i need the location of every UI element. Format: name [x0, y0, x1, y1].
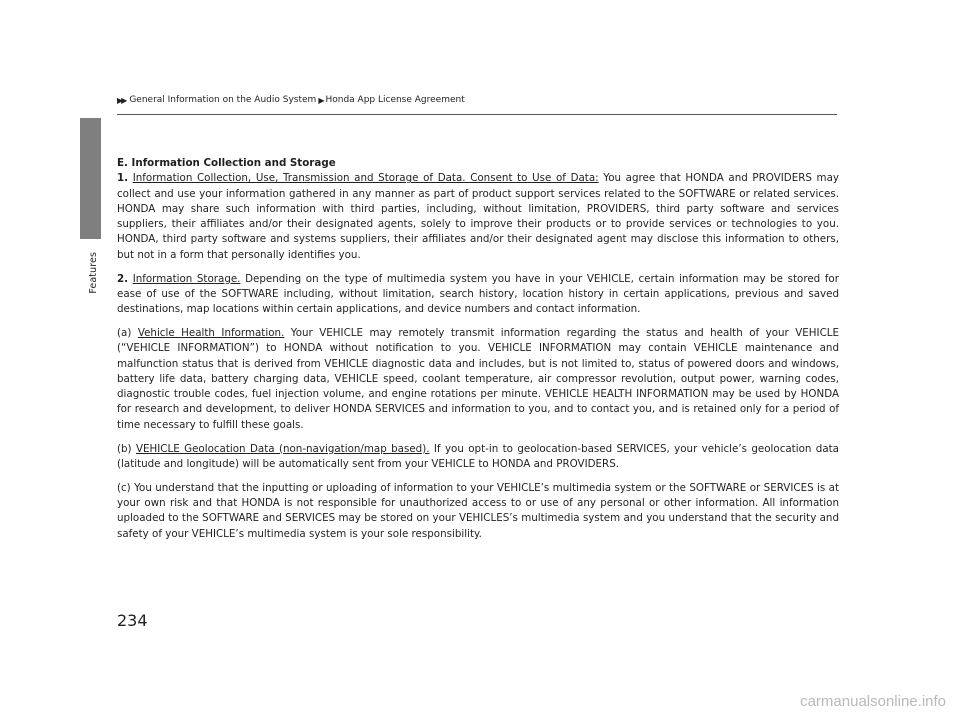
paragraph-text: Depending on the type of multimedia system you have in your VEHICLE, certain information may be stored for ease of use of the SOFTWARE including, without limitation, search history, location history in certain applications, previous and saved destinations, map locations within certain applications, and device numbers and contact information. — [117, 272, 839, 316]
paragraph-text: (c) You understand that the inputting or uploading of information to your VEHICLE’s multimedia system or the SOFTWARE or SERVICES is at your own risk and that HONDA is not responsible for unauthorized access to or use of any personal or other information. All information uploaded to the SOFTWARE and SERVICES may be stored on your VEHICLES’s multimedia system and you understand that the security and safety of your VEHICLE’s multimedia system is your sole responsibility. — [117, 481, 839, 540]
page-number: 234 — [117, 611, 148, 630]
paragraph-c — [117, 481, 839, 542]
paragraph-heading: Information Collection, Use, Transmission and Storage of Data. Consent to Use of Data: — [132, 172, 599, 185]
paragraph-number: 2. — [117, 272, 129, 285]
arrow-icon: ▶ — [318, 95, 323, 105]
paragraph-2 — [117, 272, 839, 318]
header-divider — [117, 114, 837, 115]
paragraph-1 — [117, 171, 839, 263]
paragraph-heading: Information Storage. — [132, 272, 241, 285]
breadcrumb — [117, 95, 465, 105]
paragraph-number: 1. — [117, 172, 129, 185]
paragraph-number: (b) — [117, 442, 132, 455]
paragraph-text: If you opt-in to geolocation-based SERVICES, your vehicle’s geolocation data (latitude and longitude) will be automatically sent from your VEHICLE to HONDA and PROVIDERS. — [117, 442, 839, 470]
section-tab — [80, 118, 101, 239]
paragraph-a — [117, 326, 839, 433]
paragraph-text: You agree that HONDA and PROVIDERS may collect and use your information gathered in any manner as part of product support services related to the SOFTWARE or related services. HONDA may share such information with third parties, including, without limitation, PROVIDERS, third party software and services suppliers, their affiliates and/or their designated agents, solely to improve their products or to provide services or technologies to you. HONDA, third party software and systems suppliers, their affiliates and/or their designated agent may disclose this information to others, but not in a form that personally identifies you. — [117, 172, 839, 261]
breadcrumb-parent[interactable]: General Information on the Audio System — [129, 95, 317, 105]
watermark: carmanualsonline.info — [800, 693, 946, 710]
section-title: E. Information Collection and Storage — [117, 157, 336, 169]
arrow-icon: ▶▶ — [117, 95, 126, 105]
paragraph-b — [117, 442, 839, 473]
paragraph-number: (a) — [117, 326, 132, 339]
paragraph-heading: Vehicle Health Information. — [137, 326, 285, 339]
paragraph-text: Your VEHICLE may remotely transmit information regarding the status and health of your VEHICLE (“VEHICLE INFORMATION”) to HONDA without notification to you. VEHICLE INFORMATION may contain VEHICLE maintenance and malfunction status that is derived from VEHICLE diagnostic data and includes, but is not limited to, status of powered doors and windows, battery life data, battery charging data, VEHICLE speed, coolant temperature, air compressor revolution, output power, warning codes, diagnostic trouble codes, fuel injection volume, and engine rotations per minute. VEHICLE HEALTH INFORMATION may be used by HONDA for research and development, to deliver HONDA SERVICES and information to you, and to contact you, and is retained only for a period of time necessary to fulfill these goals. — [117, 326, 839, 431]
document-body — [117, 156, 839, 550]
paragraph-heading: VEHICLE Geolocation Data (non-navigation/map based). — [135, 442, 430, 455]
breadcrumb-current: Honda App License Agreement — [325, 95, 465, 105]
section-tab-label: Features — [88, 252, 99, 294]
